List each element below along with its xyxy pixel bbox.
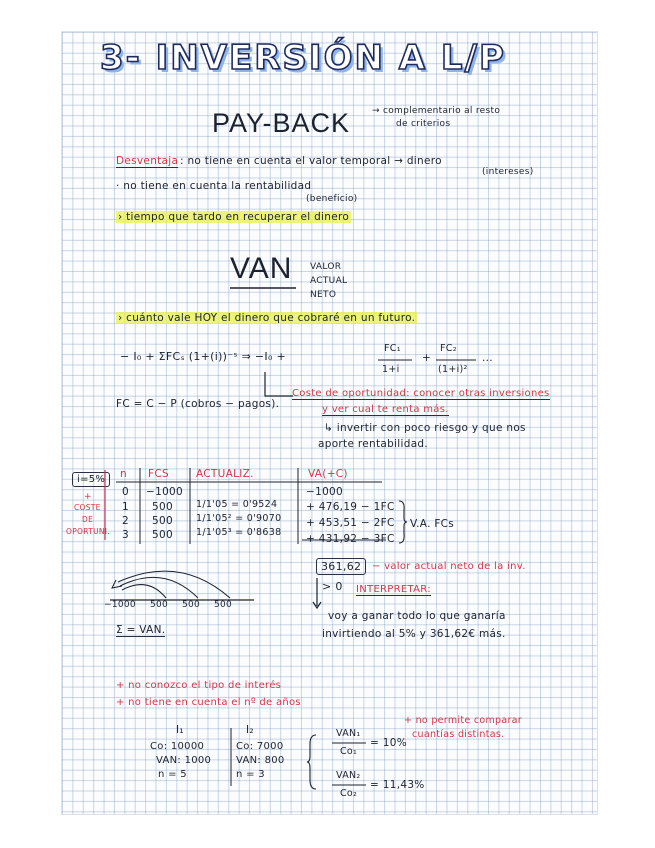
investment-2-title: I₂ (246, 724, 254, 736)
interpret-label: INTERPRETAR: (356, 584, 431, 595)
timeline-0: −1000 (104, 600, 136, 610)
ratio-2-den: Co₂ (340, 788, 358, 799)
page-title: 3- INVERSIÓN A L/P (100, 38, 506, 78)
cost-of-opportunity-2: y ver cual te renta más. (322, 404, 449, 415)
payback-definition-text: › tiempo que tardo en recuperar el dinero (118, 211, 350, 223)
ratio-1-value: = 10% (370, 737, 407, 749)
row-3-actual: 1/1'05³ = 0'8638 (196, 527, 282, 538)
formula-frac1-num: FC₁ (384, 343, 401, 354)
van-result-desc: − valor actual neto de la inv. (372, 561, 526, 572)
timeline-3: 500 (214, 600, 233, 610)
van-meaning-2: ACTUAL (310, 276, 348, 286)
row-1-va: + 476,19 − 1FC (306, 501, 395, 513)
formula-frac2-bar (436, 359, 476, 361)
payback-note-2: de criterios (396, 119, 451, 129)
row-3-va: + 431,92 − 3FC (306, 533, 395, 545)
row-1-n: 1 (122, 501, 129, 513)
limit-2: + no tiene en cuenta el nº de años (116, 697, 301, 708)
row-2-fcs: 500 (152, 515, 173, 527)
col-actual-header: ACTUALIZ. (196, 468, 254, 480)
row-1-fcs: 500 (152, 501, 173, 513)
payback-definition (116, 211, 351, 223)
formula-frac2-den: (1+i)² (438, 364, 468, 375)
timeline-2: 500 (182, 600, 201, 610)
investment-1-co: Co: 10000 (150, 741, 205, 752)
investments-divider (230, 728, 233, 786)
formula-frac2-num: FC₂ (440, 343, 457, 354)
va-fcs-label: V.A. FCs (410, 518, 455, 530)
row-3-n: 3 (122, 529, 129, 541)
van-result: 361,62 (316, 558, 366, 575)
limit-3a: + no permite comparar (404, 715, 523, 726)
van-question-text: › cuánto vale HOY el dinero que cobraré en un futuro. (118, 312, 416, 324)
row-2-actual: 1/1'05² = 0'9070 (196, 513, 282, 524)
timeline-1: 500 (150, 600, 169, 610)
van-meaning-1: VALOR (310, 262, 342, 272)
limit-1: + no conozco el tipo de interés (116, 680, 282, 691)
row-0-n: 0 (122, 486, 129, 498)
van-heading: VAN (230, 252, 293, 285)
interpret-arrow (312, 578, 322, 612)
rate-note-plus: + (84, 492, 92, 502)
col-fcs-header: FCS (148, 468, 169, 480)
interpret-line-1: voy a ganar todo lo que ganaría (328, 610, 506, 622)
rate-note-1: COSTE (74, 503, 101, 512)
formula-dots: ... (482, 352, 493, 364)
disadvantage-label: Desventaja (116, 155, 179, 167)
disadvantage-line-2: · no tiene en cuenta la rentabilidad (116, 180, 312, 192)
formula-frac1-bar (378, 359, 412, 361)
row-0-va: −1000 (306, 486, 344, 498)
ratio-2-value: = 11,43% (370, 779, 425, 791)
van-meaning-3: NETO (310, 290, 337, 300)
investment-1-van: VAN: 1000 (156, 755, 212, 766)
fc-definition: FC = C − P (cobros − pagos). (116, 398, 280, 410)
ratio-1-den: Co₁ (340, 746, 358, 757)
investment-2-van: VAN: 800 (236, 755, 285, 766)
disadvantage-line-1-note: (intereses) (482, 167, 534, 177)
formula-plus: + (422, 352, 432, 364)
col-va-header: VA(+C) (308, 468, 348, 480)
row-3-fcs: 500 (152, 529, 173, 541)
sum-equals-van: Σ = VAN. (116, 624, 166, 636)
van-compare: > 0 (322, 580, 343, 593)
van-question (116, 312, 417, 324)
rate-divider (104, 470, 106, 540)
col-n-header: n (120, 468, 127, 480)
van-formula: − I₀ + ΣFCₛ (1+(i))⁻ˢ ⇒ −I₀ + (120, 350, 286, 363)
limit-3b: cuantías distintas. (412, 729, 505, 740)
cost-of-opportunity-1: Coste de oportunidad: conocer otras inversiones (292, 388, 550, 399)
payback-note-1: → complementario al resto (372, 106, 501, 116)
payback-heading: PAY-BACK (212, 108, 351, 138)
investment-2-n: n = 3 (236, 769, 265, 780)
ratio-1-num: VAN₁ (336, 728, 361, 739)
investment-1-title: I₁ (176, 724, 184, 736)
ratio-brace (306, 734, 318, 790)
rate-note-2: DE (82, 515, 94, 524)
van-underline (230, 286, 296, 290)
interest-rate-box: i=5% (72, 472, 110, 487)
investment-2-co: Co: 7000 (236, 741, 284, 752)
disadvantage-line-2-note: (beneficio) (306, 194, 358, 204)
row-0-fcs: −1000 (146, 486, 184, 498)
ratio-2-num: VAN₂ (336, 770, 361, 781)
rate-note-3: OPORTUNI. (66, 527, 110, 536)
row-2-va: + 453,51 − 2FC (306, 517, 395, 529)
cost-of-opportunity-4: aporte rentabilidad. (318, 438, 429, 450)
va-brace (398, 500, 408, 544)
formula-frac1-den: 1+i (382, 364, 400, 375)
ratio-1-bar (332, 742, 366, 744)
cost-of-opportunity-3: ↳ invertir con poco riesgo y que nos (324, 422, 526, 434)
disadvantage-line-1: : no tiene en cuenta el valor temporal → dinero (180, 155, 442, 167)
row-2-n: 2 (122, 515, 129, 527)
investment-1-n: n = 5 (158, 769, 187, 780)
ratio-2-bar (332, 784, 366, 786)
row-1-actual: 1/1'05 = 0'9524 (196, 499, 278, 510)
interpret-line-2: invirtiendo al 5% y 361,62€ más. (322, 628, 506, 640)
